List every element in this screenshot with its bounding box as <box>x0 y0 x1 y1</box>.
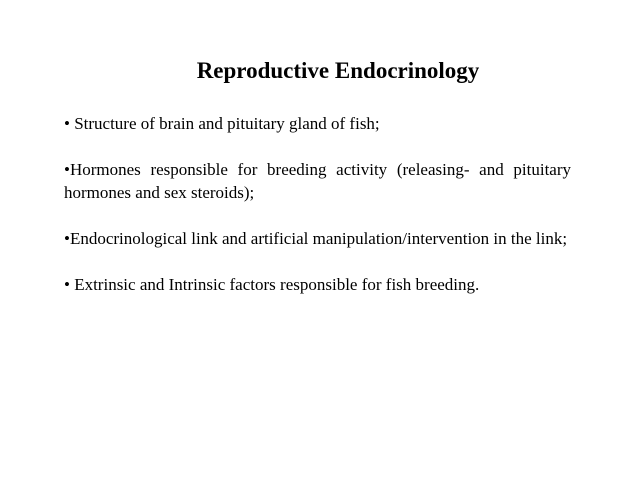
bullet-item: • Structure of brain and pituitary gland of fish; <box>64 114 380 133</box>
bullet-item: •Endocrinological link and artificial manipulation/intervention in the link; <box>64 229 568 248</box>
bullet-item: •Hormones responsible for breeding activity (releasing- and pituitary hormones and sex steroids); <box>64 160 571 202</box>
bullet-list <box>64 112 571 296</box>
slide-title: Reproductive Endocrinology <box>196 58 480 83</box>
bullet-item: • Extrinsic and Intrinsic factors responsible for fish breeding. <box>64 275 480 294</box>
